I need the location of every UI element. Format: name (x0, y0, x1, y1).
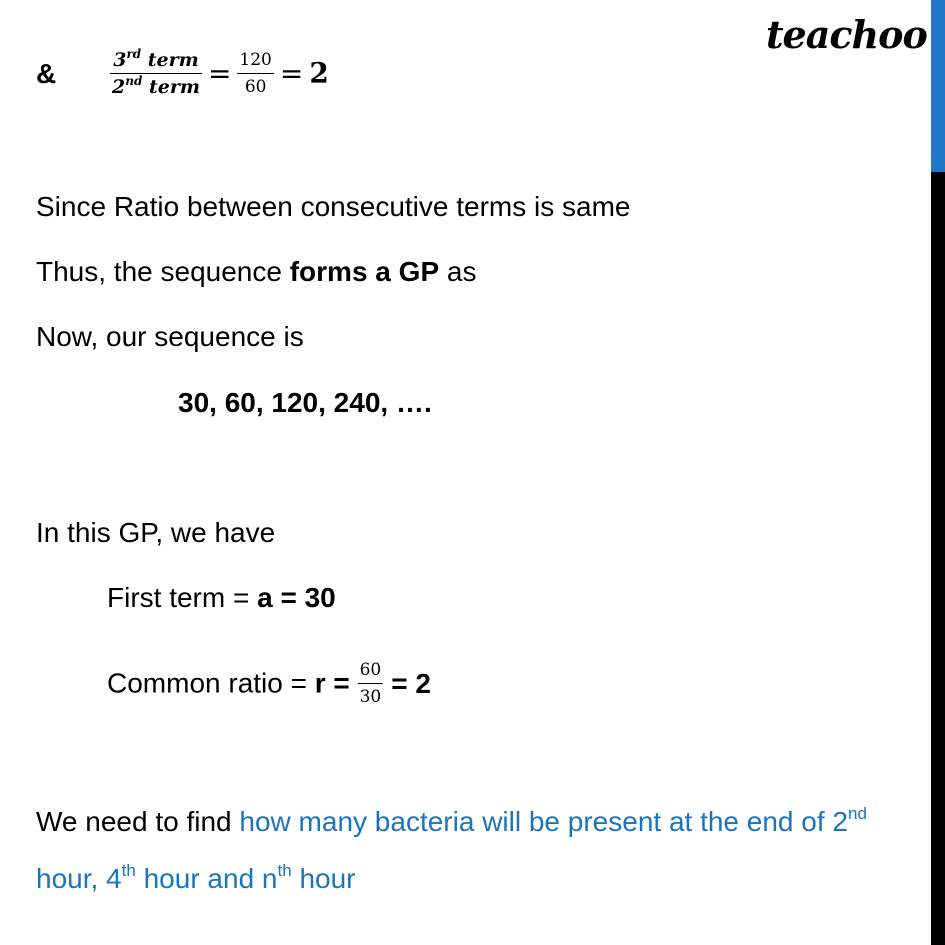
common-ratio-fraction (358, 659, 384, 708)
need-to-find-line: We need to find how many bacteria will be present at the end of 2nd (36, 804, 867, 837)
since-line: Since Ratio between consecutive terms is same (36, 191, 631, 222)
scrollbar-thumb[interactable] (931, 0, 945, 172)
term-ratio-numerator: 3rd term (110, 49, 202, 74)
teachoo-logo: teachoo (766, 12, 927, 57)
ratio-line (36, 42, 329, 102)
need-to-find-line-2: hour, 4th hour and $n^{th}$ hour (36, 861, 356, 894)
term-ratio-fraction (110, 49, 202, 98)
common-ratio-denominator: 30 (359, 687, 382, 708)
term-ratio-denominator: 2nd term (112, 74, 200, 99)
ampersand: & (36, 57, 57, 89)
sequence-line: 30, 60, 120, 240, …. (178, 387, 432, 418)
first-term-line: First term = a = 30 (107, 582, 336, 613)
in-this-gp-line: In this GP, we have (36, 517, 276, 548)
equals-sign: = (207, 56, 232, 90)
value-ratio-numerator: 120 (237, 49, 273, 74)
thus-line: Thus, the sequence forms a GP as (36, 256, 477, 287)
common-ratio-line: Common ratio = r = $\frac{60}{30}$ = 2 (107, 660, 431, 708)
value-ratio-fraction (237, 49, 273, 98)
common-ratio-numerator: 60 (358, 659, 384, 684)
now-line: Now, our sequence is (36, 321, 304, 352)
value-ratio-denominator: 60 (244, 77, 267, 98)
ratio-result: 2 (309, 56, 329, 90)
scrollbar[interactable] (931, 0, 945, 945)
equals-sign: = (279, 56, 304, 90)
